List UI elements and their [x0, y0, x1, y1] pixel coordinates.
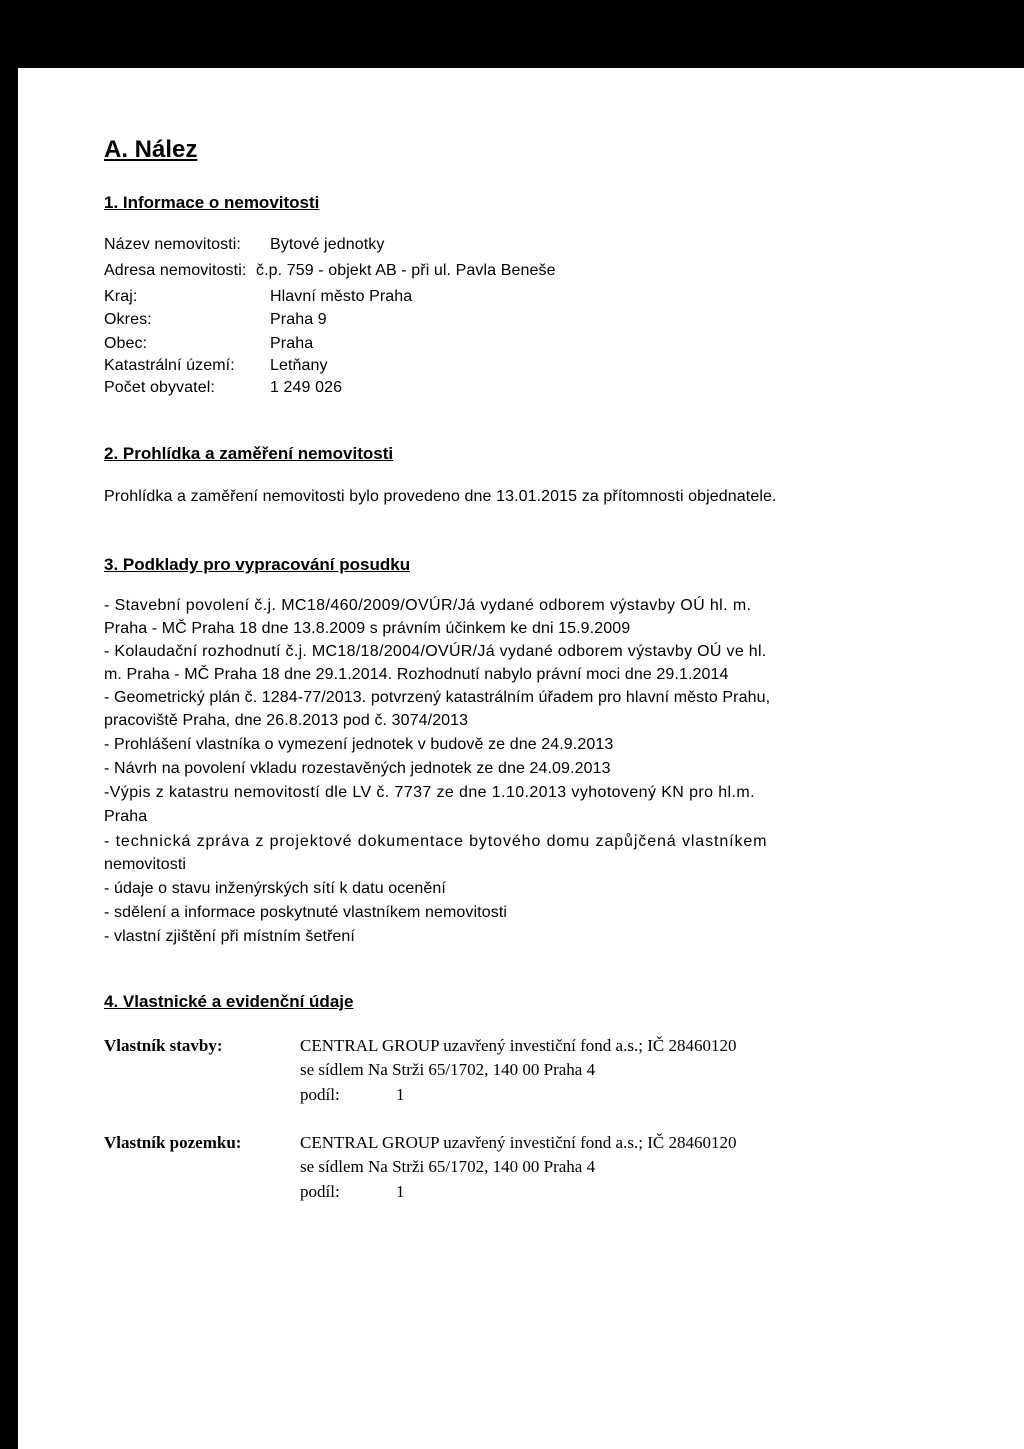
info-label-municipality: Obec:: [104, 335, 148, 352]
document-list-line: Praha - MČ Praha 18 dne 13.8.2009 s právním účinkem ke dni 15.9.2009: [104, 620, 631, 637]
info-value-municipality: Praha: [270, 335, 314, 352]
owner-land-address: se sídlem Na Strži 65/1702, 140 00 Praha 4: [300, 1157, 596, 1176]
section-2-title: 2. Prohlídka a zaměření nemovitosti: [104, 444, 394, 463]
owner-land-share-value: 1: [396, 1182, 405, 1201]
info-label-population: Počet obyvatel:: [104, 379, 215, 396]
info-value-address: č.p. 759 - objekt AB - při ul. Pavla Beneše: [256, 262, 556, 279]
page-heading: A. Nález: [104, 136, 198, 163]
section-3-title: 3. Podklady pro vypracování posudku: [104, 555, 411, 574]
info-label-name: Název nemovitosti:: [104, 236, 241, 253]
owner-building-name: CENTRAL GROUP uzavřený investiční fond a.s.; IČ 28460120: [300, 1036, 737, 1055]
section-1-title: 1. Informace o nemovitosti: [104, 193, 320, 212]
document-list-line: - technická zpráva z projektové dokumentace bytového domu zapůjčená vlastníkem: [104, 833, 768, 850]
document-list-line: m. Praha - MČ Praha 18 dne 29.1.2014. Rozhodnutí nabylo právní moci dne 29.1.2014: [104, 666, 729, 683]
document-list-line: - sdělení a informace poskytnuté vlastníkem nemovitosti: [104, 904, 508, 921]
document-list-line: - Prohlášení vlastníka o vymezení jednotek v budově ze dne 24.9.2013: [104, 736, 614, 753]
document-list-line: - Kolaudační rozhodnutí č.j. MC18/18/2004/OVÚR/Já vydané odborem výstavby OÚ ve hl.: [104, 643, 767, 660]
info-value-name: Bytové jednotky: [270, 236, 385, 253]
owner-building-address: se sídlem Na Strži 65/1702, 140 00 Praha 4: [300, 1060, 596, 1079]
info-value-cadastral: Letňany: [270, 357, 328, 374]
owner-land-name: CENTRAL GROUP uzavřený investiční fond a.s.; IČ 28460120: [300, 1133, 737, 1152]
info-value-region: Hlavní město Praha: [270, 288, 413, 305]
owner-land-share-label: podíl:: [300, 1182, 340, 1201]
section-2-text: Prohlídka a zaměření nemovitosti bylo provedeno dne 13.01.2015 za přítomnosti objednatele.: [104, 488, 777, 505]
owner-building-share-label: podíl:: [300, 1085, 340, 1104]
document-list-line: - Stavební povolení č.j. MC18/460/2009/OVÚR/Já vydané odborem výstavby OÚ hl. m.: [104, 597, 752, 614]
document-list-line: - vlastní zjištění při místním šetření: [104, 928, 355, 945]
info-value-population: 1 249 026: [270, 379, 343, 396]
info-label-district: Okres:: [104, 311, 152, 328]
document-list-line: Praha: [104, 808, 148, 825]
info-value-district: Praha 9: [270, 311, 327, 328]
info-label-region: Kraj:: [104, 288, 138, 305]
owner-land-label: Vlastník pozemku:: [104, 1133, 242, 1152]
section-4-title: 4. Vlastnické a evidenční údaje: [104, 992, 354, 1011]
owner-building-label: Vlastník stavby:: [104, 1036, 223, 1055]
document-list-line: nemovitosti: [104, 856, 187, 873]
info-label-cadastral: Katastrální území:: [104, 357, 235, 374]
document-list-line: - Návrh na povolení vkladu rozestavěných jednotek ze dne 24.09.2013: [104, 760, 611, 777]
document-list-line: pracoviště Praha, dne 26.8.2013 pod č. 3074/2013: [104, 712, 469, 729]
info-label-address: Adresa nemovitosti:: [104, 262, 247, 279]
owner-building-share-value: 1: [396, 1085, 405, 1104]
document-list-line: - údaje o stavu inženýrských sítí k datu ocenění: [104, 880, 446, 897]
document-list-line: - Geometrický plán č. 1284-77/2013. potvrzený katastrálním úřadem pro hlavní město Prahu,: [104, 689, 771, 706]
document-list-line: -Výpis z katastru nemovitostí dle LV č. 7737 ze dne 1.10.2013 vyhotovený KN pro hl.m.: [104, 784, 755, 801]
